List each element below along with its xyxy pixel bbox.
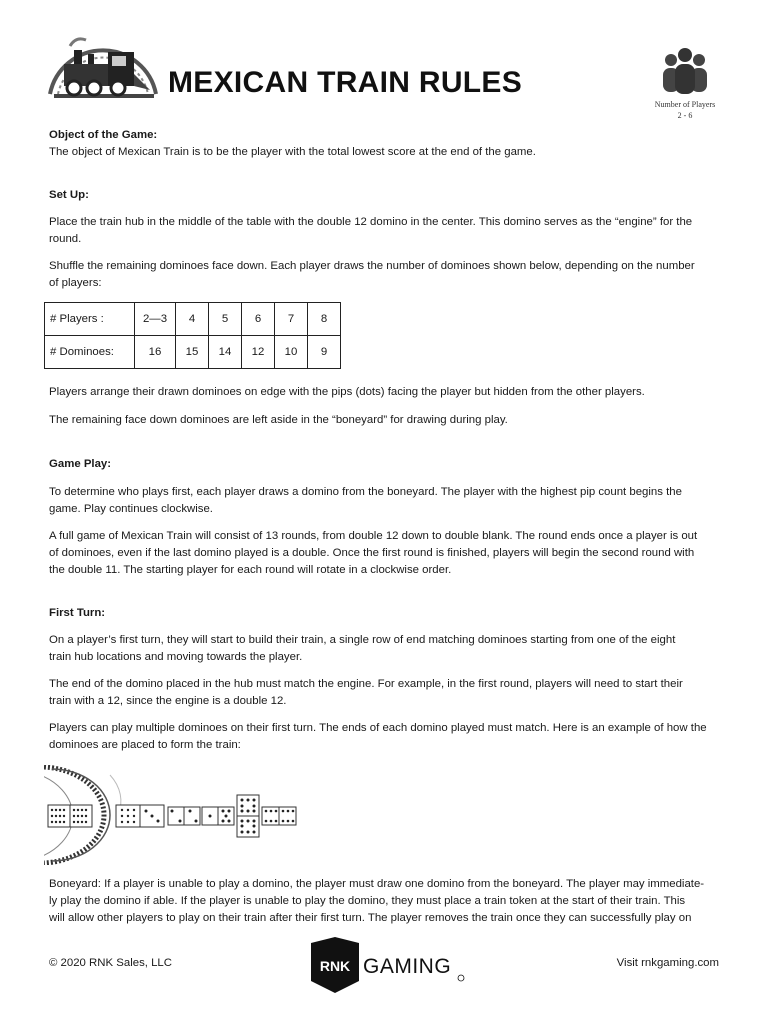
brand-text: GAMING [363,955,452,978]
firstturn-heading: First Turn: [49,607,106,619]
table-cell: 4 [176,303,209,336]
setup-p2a: Shuffle the remaining dominoes face down. Each player draws the number of dominoes shown below, depending on the number [49,260,695,272]
table-cell: 14 [209,336,242,369]
boneyard-l1: Boneyard: If a player is unable to play a domino, the player must draw one domino from the boneyard. The player may immediate- [49,878,705,890]
setup-p1a: Place the train hub in the middle of the table with the double 12 domino in the center. This domino serves as the “engine” for the [49,216,693,228]
setup-continued [49,384,729,429]
domino-count-table [44,302,341,369]
train-logo-icon [44,24,162,106]
rnk-gaming-logo [307,937,467,993]
setup-heading: Set Up: [49,189,89,201]
gameplay-p1b: game. Play continues clockwise. [49,503,213,515]
setup-p1b: round. [49,233,82,245]
firstturn-p2a: The end of the domino placed in the hub must match the engine. For example, in the first round, players will need to start their [49,678,683,690]
firstturn-p2b: train with a 12, since the engine is a double 12. [49,695,287,707]
dominoes-row-label: # Dominoes: [45,336,135,369]
setup-section [49,187,729,292]
gameplay-p2a: A full game of Mexican Train will consist of 13 rounds, from double 12 down to double blank. The round ends once a player is out [49,530,698,542]
gameplay-p2b: of dominoes, even if the last domino played is a double. Once the first round is finished, players will begin the second round with [49,547,695,559]
gameplay-section [49,456,729,579]
object-text: The object of Mexican Train is to be the player with the total lowest score at the end of the game. [49,146,536,158]
boneyard-l3: will allow other players to play on their train after their first turn. The player removes the train once they can successfully play on [49,912,692,924]
table-cell: 7 [275,303,308,336]
visit-link[interactable]: Visit rnkgaming.com [616,957,719,969]
table-cell: 12 [242,336,275,369]
firstturn-p3a: Players can play multiple dominoes on their first turn. The ends of each domino played must match. Here is an example of how the [49,722,707,734]
gameplay-p2c: the double 11. The starting player for each round will rotate in a clockwise order. [49,564,452,576]
object-section [49,127,729,161]
players-row-label: # Players : [45,303,135,336]
setup-p4: The remaining face down dominoes are left aside in the “boneyard” for drawing during play. [49,414,508,426]
table-cell: 5 [209,303,242,336]
table-cell: 10 [275,336,308,369]
firstturn-p1a: On a player’s first turn, they will start to build their train, a single row of end matching dominoes starting from one of the eight [49,634,676,646]
page-title: MEXICAN TRAIN RULES [168,66,523,99]
firstturn-p3b: dominoes are placed to form the train: [49,739,241,751]
firstturn-p1b: train hub locations and moving towards the player. [49,651,303,663]
table-cell: 9 [308,336,341,369]
gameplay-heading: Game Play: [49,458,112,470]
firstturn-section [49,605,729,754]
boneyard-section [49,876,729,927]
table-cell: 8 [308,303,341,336]
table-cell: 16 [135,336,176,369]
boneyard-l2: ly play the domino if able. If the player is unable to play the domino, they must place a train token at the start of their train. This [49,895,686,907]
table-row [45,336,341,369]
table-row [45,303,341,336]
players-label-text: Number of Players [654,100,716,109]
table-cell: 15 [176,336,209,369]
setup-p2b: of players: [49,277,102,289]
copyright-text: © 2020 RNK Sales, LLC [49,957,172,969]
table-cell: 2—3 [135,303,176,336]
domino-train-illustration [44,765,300,865]
players-label [640,99,730,121]
table-cell: 6 [242,303,275,336]
players-range: 2 - 6 [677,111,693,120]
players-icon [658,46,712,96]
gameplay-p1a: To determine who plays first, each player draws a domino from the boneyard. The player with the highest pip count begins the [49,486,682,498]
object-heading: Object of the Game: [49,129,158,141]
rnk-mark: RNK [319,958,351,974]
setup-p3: Players arrange their drawn dominoes on edge with the pips (dots) facing the player but hidden from the other players. [49,386,645,398]
